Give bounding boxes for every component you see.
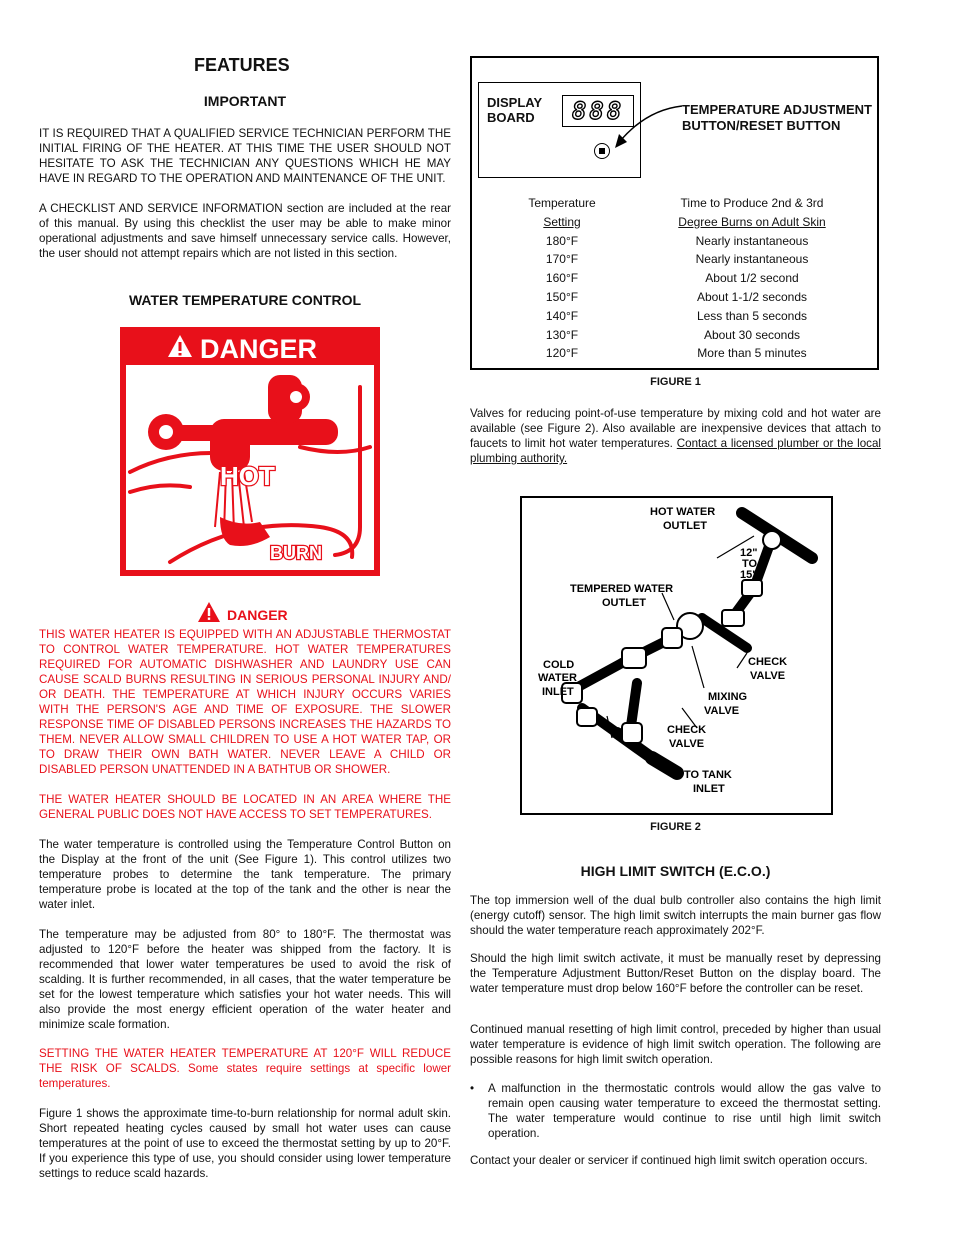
dimension-label-3: 15" bbox=[740, 569, 758, 581]
table-cell-temp: 160°F bbox=[545, 271, 579, 286]
valves-paragraph bbox=[470, 406, 881, 466]
water-temperature-control-title: WATER TEMPERATURE CONTROL bbox=[128, 292, 362, 308]
danger-sign-illustration bbox=[120, 327, 380, 576]
high-limit-switch-title: HIGH LIMIT SWITCH (E.C.O.) bbox=[580, 863, 771, 879]
table-header-temperature: Temperature bbox=[528, 196, 596, 210]
important-title: IMPORTANT bbox=[203, 93, 287, 109]
cold-water-inlet-label: COLD bbox=[543, 659, 575, 671]
table-header-row-2 bbox=[492, 213, 872, 232]
table-row bbox=[492, 307, 872, 326]
table-cell-temp: 130°F bbox=[545, 327, 579, 342]
high-limit-bullet-item bbox=[470, 1081, 881, 1141]
pointer-arrow-icon bbox=[607, 98, 687, 158]
valves-text: Valves for reducing point-of-use temperature by mixing cold and hot water are available (see Figure 2). Also available are inexpensive devices that attach to faucets to limit hot water temperatures. bbox=[470, 407, 881, 450]
table-header-setting: Setting bbox=[543, 214, 581, 229]
check-valve-left-label-2: VALVE bbox=[669, 738, 705, 750]
check-valve-right-label-2: VALVE bbox=[750, 670, 786, 682]
tempered-water-outlet-label-2: OUTLET bbox=[602, 597, 646, 609]
figure-2-box bbox=[520, 496, 833, 815]
danger-title: DANGER bbox=[227, 607, 288, 623]
control-paragraph: The water temperature is controlled using the Temperature Control Button on the Display at the front of the unit (See Figure 1). This control utilizes two temperature probes to determine the tank temperature. The primary temperature probe is located at the top of the tank and the other is near the water inlet. bbox=[39, 838, 451, 911]
table-cell-temp: 150°F bbox=[545, 289, 579, 304]
display-board-label-line-1: DISPLAY bbox=[487, 95, 543, 110]
table-cell-time: About 1/2 second bbox=[705, 271, 799, 286]
important-paragraph-1: IT IS REQUIRED THAT A QUALIFIED SERVICE TECHNICIAN PERFORM THE INITIAL FIRING OF THE HEATER. AT THIS TIME THE USER SHOULD NOT HESITATE TO ASK THE TECHNICIAN ANY QUESTIONS WHICH HE MAY HAVE IN REGARD TO THE OPERATION AND MAINTENANCE OF THE UNIT. bbox=[39, 127, 451, 185]
display-board-label-line-2: BOARD bbox=[487, 110, 535, 125]
table-row bbox=[492, 326, 872, 345]
mixing-valve-diagram bbox=[522, 498, 831, 813]
time-to-burn-table bbox=[492, 194, 872, 363]
table-cell-time: Nearly instantaneous bbox=[695, 233, 809, 248]
bullet-mark: • bbox=[470, 1082, 475, 1095]
figure-2-caption: FIGURE 2 bbox=[650, 821, 701, 833]
figure-1-caption: FIGURE 1 bbox=[650, 376, 701, 388]
button-label bbox=[682, 102, 872, 134]
to-tank-inlet-label: TO TANK bbox=[684, 769, 732, 781]
danger-heading bbox=[197, 601, 288, 623]
features-title: FEATURES bbox=[194, 55, 290, 75]
table-header-row-1 bbox=[492, 194, 872, 213]
table-cell-temp: 120°F bbox=[545, 346, 579, 361]
plumber-link[interactable]: Contact a licensed plumber or the local plumbing authority. bbox=[470, 437, 881, 465]
table-cell-time: Nearly instantaneous bbox=[695, 252, 809, 267]
digit-readout: 888 bbox=[571, 97, 625, 125]
table-header-degree-burns: Degree Burns on Adult Skin bbox=[678, 214, 826, 229]
danger-sign-header: DANGER bbox=[200, 334, 318, 364]
hot-water-outlet-label-2: OUTLET bbox=[663, 520, 707, 532]
table-row bbox=[492, 250, 872, 269]
table-header-time: Time to Produce 2nd & 3rd bbox=[680, 196, 824, 210]
figure-1-box bbox=[470, 56, 879, 370]
dimension-label: 12" bbox=[740, 547, 758, 559]
mixing-valve-label-2: VALVE bbox=[704, 705, 740, 717]
mixing-valve-label: MIXING bbox=[708, 691, 748, 703]
warning-triangle-icon bbox=[197, 601, 221, 623]
table-cell-temp: 170°F bbox=[545, 252, 579, 267]
table-row bbox=[492, 232, 872, 251]
setting-warning-paragraph: SETTING THE WATER HEATER TEMPERATURE AT 120°F WILL REDUCE THE RISK OF SCALDS. Some states require settings at specific lower temperatures. bbox=[39, 1047, 451, 1090]
danger-paragraph-1: THIS WATER HEATER IS EQUIPPED WITH AN ADJUSTABLE THERMOSTAT TO CONTROL WATER TEMPERATURE. HOT WATER TEMPERATURES REQUIRED FOR AUTOMATIC DISHWASHER AND LAUNDRY USE CAN CAUSE SCALD BURNS RESULTING IN SERIOUS PERSONAL INJURY AND/ OR DEATH. THE TEMPERATURE AT WHICH INJURY OCCURS VARIES WITH THE PERSON'S AGE AND TIME OF EXPOSURE. THE SLOWER RESPONSE TIME OF DISABLED PERSONS INCREASES THE HAZARDS TO THEM. NEVER ALLOW SMALL CHILDREN TO USE A HOT WATER TAP, OR TO DRAW THEIR OWN BATH WATER. NEVER LEAVE A CHILD OR DISABLED PERSON UNATTENDED IN A BATHTUB OR SHOWER. bbox=[39, 628, 451, 776]
burn-label: BURN bbox=[270, 543, 322, 563]
hot-water-outlet-label: HOT WATER bbox=[650, 506, 716, 518]
hot-label: HOT bbox=[220, 461, 275, 491]
reset-button-square-icon bbox=[599, 148, 605, 154]
table-row bbox=[492, 288, 872, 307]
cold-water-inlet-label-3: INLET bbox=[542, 686, 574, 698]
table-cell-time: Less than 5 seconds bbox=[696, 308, 808, 323]
danger-paragraph-2: THE WATER HEATER SHOULD BE LOCATED IN AN AREA WHERE THE GENERAL PUBLIC DOES NOT HAVE ACCESS TO SET TEMPERATURES. bbox=[39, 793, 451, 821]
button-label-line-2: BUTTON/RESET BUTTON bbox=[682, 118, 841, 133]
table-cell-time: About 30 seconds bbox=[703, 327, 801, 342]
high-limit-paragraph-3: Continued manual resetting of high limit control, preceded by higher than usual water temperature is evidence of high limit switch operation. The following are possible reasons for high limit switch operation. bbox=[470, 1023, 881, 1066]
display-board-label bbox=[487, 95, 542, 125]
high-limit-paragraph-1: The top immersion well of the dual bulb controller also contains the high limit (energy cutoff) sensor. The high limit switch interrupts the main burner gas flow should the water temperature reach approximately 202°F. bbox=[470, 894, 881, 937]
check-valve-left-label: CHECK bbox=[667, 724, 707, 736]
table-row bbox=[492, 269, 872, 288]
cold-water-inlet-label-2: WATER bbox=[538, 672, 577, 684]
adjust-paragraph: The temperature may be adjusted from 80° to 180°F. The thermostat was adjusted to 120°F before the heater was shipped from the factory. It is recommended that lower water temperatures be used to avoid the risk of scalding. It is further recommended, in all cases, that the water temperature be set for the lowest temperature which satisfies your hot water needs. This will also provide the most energy efficient operation of the water heater and minimize scale formation. bbox=[39, 928, 451, 1031]
dimension-label-2: TO bbox=[742, 558, 758, 570]
high-limit-paragraph-2: Should the high limit switch activate, it must be manually reset by depressing the Temperature Adjustment Button/Reset Button on the display board. The water temperature must drop below 160°F before the controller can be reset. bbox=[470, 952, 881, 995]
tempered-water-outlet-label: TEMPERED WATER bbox=[570, 583, 674, 595]
high-limit-paragraph-4: Contact your dealer or servicer if continued high limit switch operation occurs. bbox=[470, 1154, 868, 1167]
table-cell-time: More than 5 minutes bbox=[697, 346, 807, 361]
to-tank-inlet-label-2: INLET bbox=[693, 783, 725, 795]
button-label-line-1: TEMPERATURE ADJUSTMENT bbox=[682, 102, 872, 117]
table-row bbox=[492, 344, 872, 363]
important-paragraph-2: A CHECKLIST AND SERVICE INFORMATION section are included at the rear of this manual. By using this checklist the user may be able to make minor operational adjustments and save himself unnecessary service calls. However, the user should not attempt repairs which are not listed in this section. bbox=[39, 202, 451, 260]
table-cell-temp: 140°F bbox=[545, 308, 579, 323]
high-limit-bullet-text: A malfunction in the thermostatic controls would allow the gas valve to remain open causing water temperature to exceed the thermostat setting. The water temperature would continue to rise until high limit switch operation. bbox=[488, 1082, 881, 1140]
check-valve-right-label: CHECK bbox=[748, 656, 788, 668]
table-cell-time: About 1-1/2 seconds bbox=[696, 289, 808, 304]
table-cell-temp: 180°F bbox=[545, 233, 579, 248]
figure1-explanation-paragraph: Figure 1 shows the approximate time-to-burn relationship for normal adult skin. Short repeated heating cycles caused by small hot water uses can cause temperatures at the point of use to exceed the thermostat setting by up to 20°F. If you experience this type of use, you should consider using lower temperature settings to reduce scald hazards. bbox=[39, 1107, 451, 1180]
